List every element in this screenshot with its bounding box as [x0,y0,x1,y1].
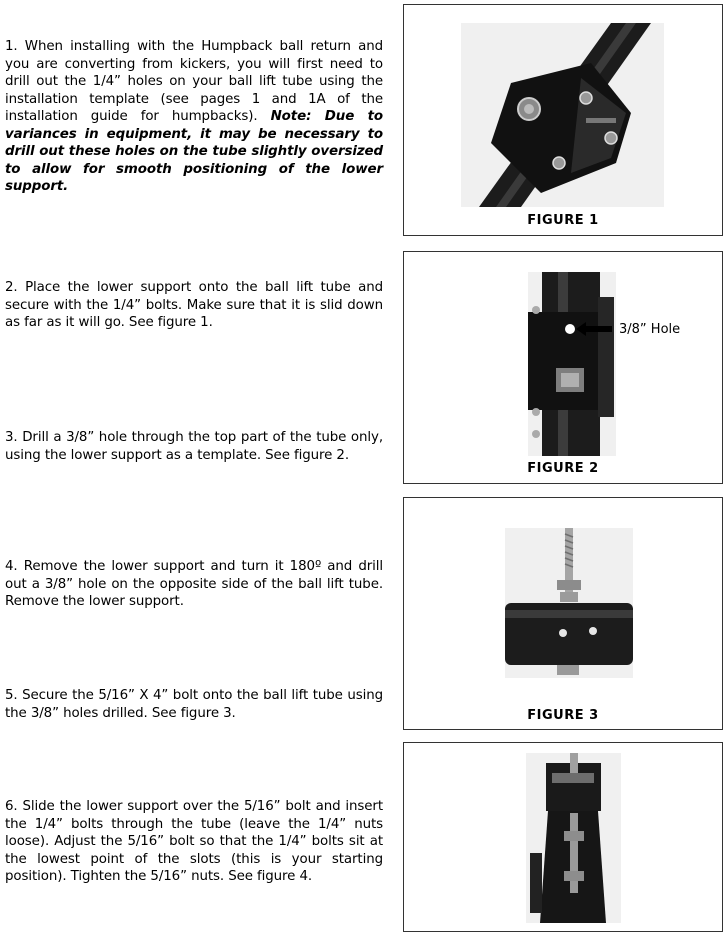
step-5-text: 5. Secure the 5/16” X 4” bolt onto the ball lift tube using the 3/8” holes drilled. See figure 3. [5,688,383,721]
step-6 [5,798,383,886]
step-1-text: 1. When installing with the Humpback ball return and you are converting from kickers, you will first need to drill out the 1/4” holes on your ball lift tube using the installation template (see pages 1 and 1A of the installation guide for humpbacks). [5,39,383,124]
figure-2-callout: 3/8” Hole [619,322,681,337]
figure-3-photo [505,528,633,678]
figure-3 [403,497,723,730]
figure-1-photo [461,23,664,207]
step-2-text: 2. Place the lower support onto the ball lift tube and secure with the 1/4” bolts. Make sure that it is slid down as far as it will go. See figure 1. [5,280,383,330]
arrow-left-icon [576,322,612,336]
step-1 [5,38,383,196]
step-3 [5,429,383,464]
step-3-text: 3. Drill a 3/8” hole through the top part of the tube only, using the lower support as a template. See figure 2. [5,430,383,463]
step-2 [5,279,383,332]
step-1-note: Note: Due to variances in equipment, it may be necessary to drill out these holes on the tube slightly oversized to allow for smooth positioning of the lower support. [5,109,383,194]
step-6-text: 6. Slide the lower support over the 5/16” bolt and insert the 1/4” bolts through the tube (leave the 1/4” nuts loose). Adjust the 5/16” bolt so that the 1/4” bolts sit at the lowest point of the slots (this is your starting position). Tighten the 5/16” nuts. See figure 4. [5,799,383,884]
figure-1 [403,4,723,236]
figure-2 [403,251,723,484]
figure-2-photo [528,272,616,456]
figure-4-photo [526,753,621,923]
step-4 [5,558,383,611]
figure-4 [403,742,723,932]
step-4-text: 4. Remove the lower support and turn it 180º and drill out a 3/8” hole on the opposite side of the ball lift tube. Remove the lower support. [5,559,383,609]
step-5 [5,687,383,722]
figure-3-caption: FIGURE 3 [527,708,599,723]
figure-2-caption: FIGURE 2 [527,461,599,476]
figure-1-caption: FIGURE 1 [527,213,599,228]
